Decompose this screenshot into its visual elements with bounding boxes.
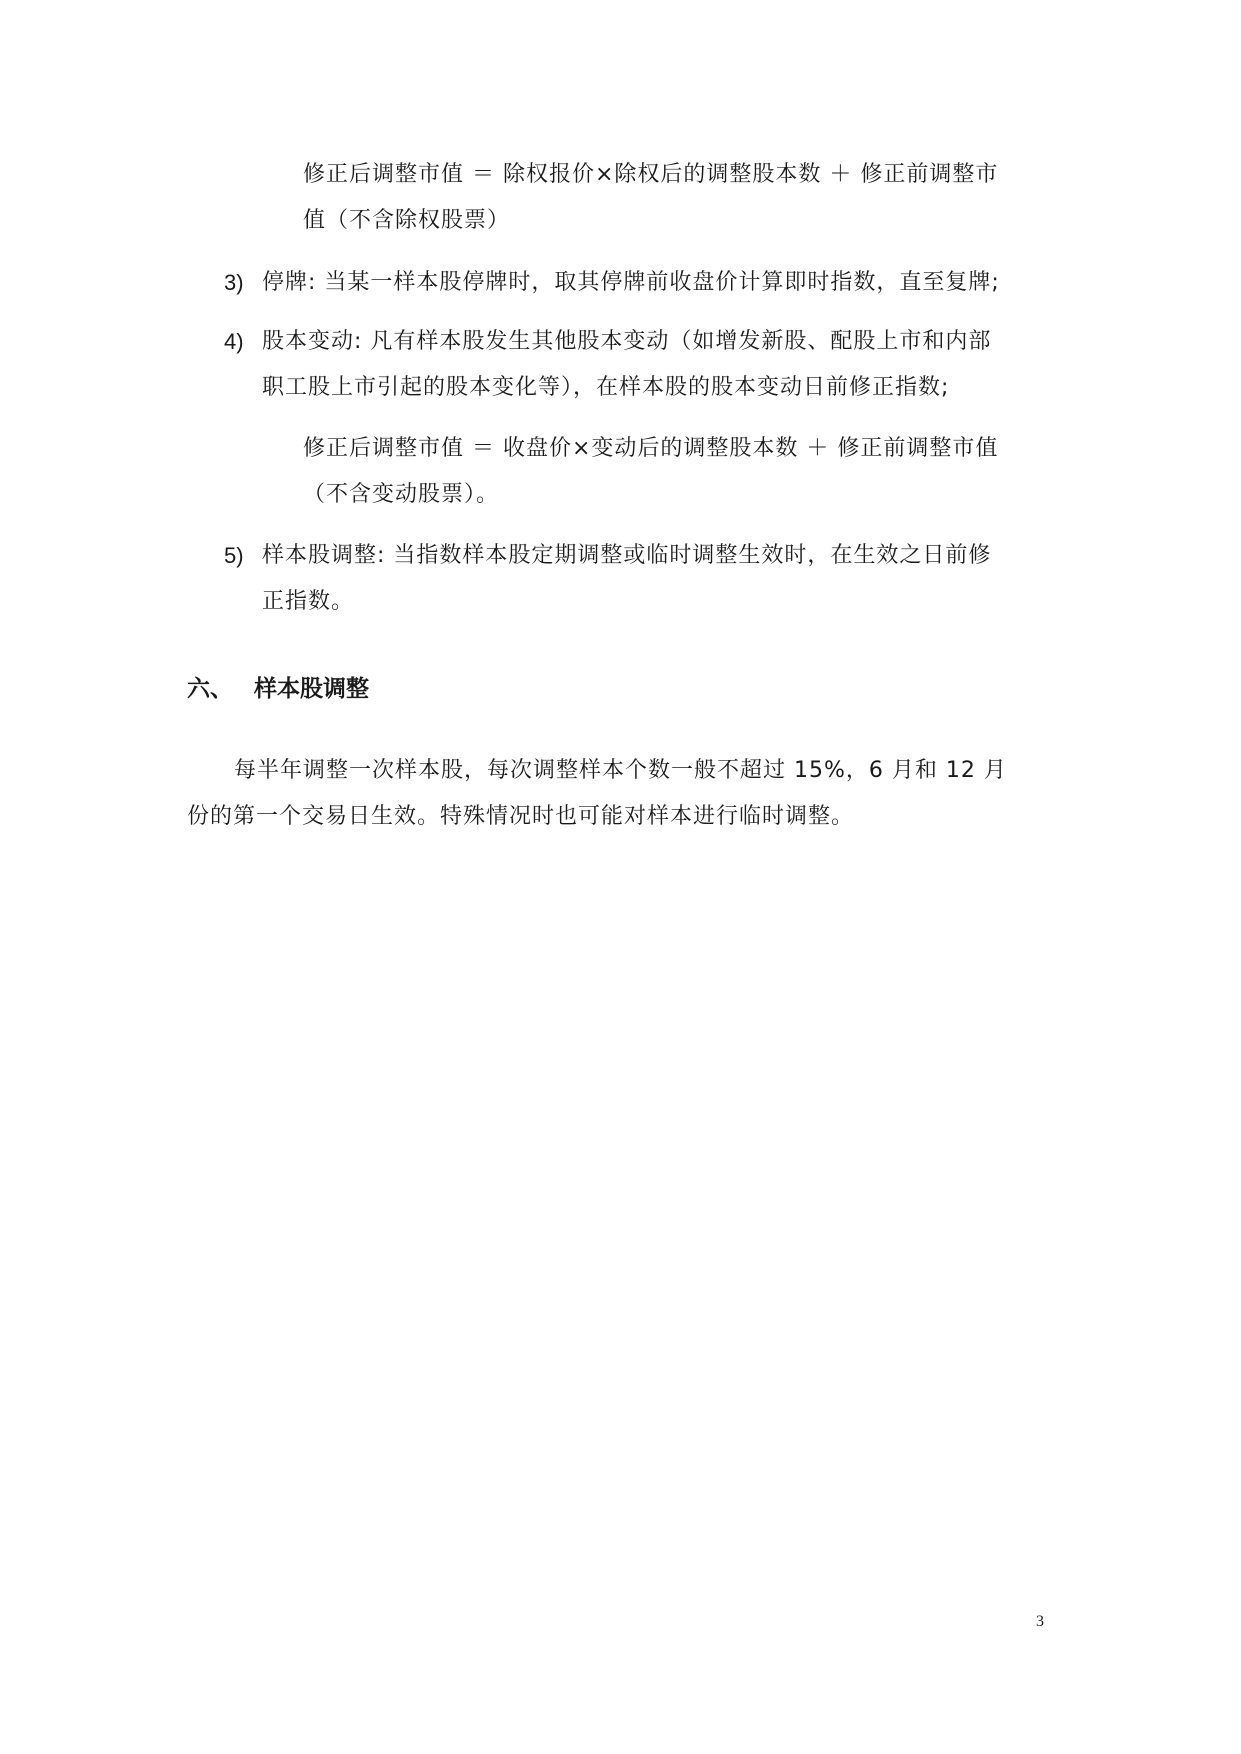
list-item-3-text: 停牌: 当某一样本股停牌时，取其停牌前收盘价计算即时指数，直至复牌; [262,270,1000,295]
section-paragraph-line-2: 份的第一个交易日生效。特殊情况时也可能对样本进行临时调整。 [187,804,855,829]
list-item-5-text-line-1: 样本股调整: 当指数样本股定期调整或临时调整生效时，在生效之日前修 [262,543,992,568]
list-item-3-number: 3) [224,270,244,295]
section-paragraph-line-1: 每半年调整一次样本股，每次调整样本个数一般不超过 15%，6 月和 12 月 [234,758,1007,783]
list-item-4-number: 4) [224,329,244,354]
page-number: 3 [1036,1613,1044,1630]
section-heading-title: 样本股调整 [254,676,369,702]
formula-2-line-2: （不含变动股票）。 [303,482,500,507]
list-item-5-text-line-2: 正指数。 [262,589,355,614]
section-heading-number: 六、 [187,676,233,702]
list-item-5-number: 5) [224,543,244,568]
formula-2-line-1: 修正后调整市值 ＝ 收盘价×变动后的调整股本数 ＋ 修正前调整市值 [303,436,999,461]
list-item-4-text-line-2: 职工股上市引起的股本变化等），在样本股的股本变动日前修正指数; [262,375,950,400]
list-item-4-text-line-1: 股本变动: 凡有样本股发生其他股本变动（如增发新股、配股上市和内部 [262,329,992,354]
formula-1-line-2: 值（不含除权股票） [303,208,511,233]
formula-1-line-1: 修正后调整市值 ＝ 除权报价×除权后的调整股本数 ＋ 修正前调整市 [303,162,999,187]
